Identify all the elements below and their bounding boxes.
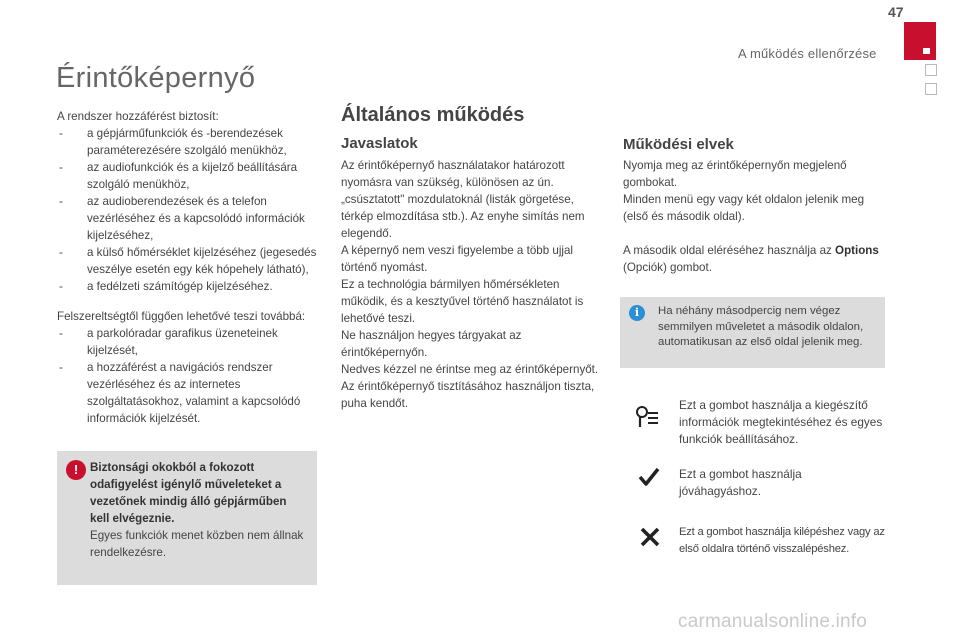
paragraph: Nedves kézzel ne érintse meg az érintőképernyőt. <box>341 363 599 376</box>
cross-icon <box>637 526 663 552</box>
warning-box <box>57 451 317 585</box>
section-title: A működés ellenőrzése <box>738 46 877 61</box>
paragraph: Az érintőképernyő tisztításához használjon tiszta, puha kendőt. <box>341 380 595 410</box>
watermark: carmanualsonline.info <box>678 611 868 632</box>
warning-text: Egyes funkciók menet közben nem állnak rendelkezésre. <box>90 529 304 559</box>
middle-text <box>341 157 606 412</box>
info-box <box>620 297 885 368</box>
subheading-mukodesi-elvek: Működési elvek <box>623 136 734 153</box>
paragraph-options: A második oldal eléréséhez használja az Options (Opciók) gombot. <box>623 244 879 274</box>
options-icon <box>634 405 660 431</box>
list-item: - a parkolóradar garafikus üzeneteinek kijelzését, <box>57 325 319 359</box>
subheading-javaslatok: Javaslatok <box>341 135 418 152</box>
access-list <box>57 125 319 295</box>
nav-square-2[interactable] <box>925 83 937 95</box>
confirm-button-text: Ezt a gombot használja jóváhagyáshoz. <box>679 467 802 498</box>
options-label: Options <box>835 244 879 257</box>
page-number: 47 <box>888 4 904 20</box>
list-item: - a fedélzeti számítógép kijelzéséhez. <box>57 278 319 295</box>
optional-list <box>57 325 319 427</box>
exclamation-icon: ! <box>66 460 86 480</box>
page-title: Érintőképernyő <box>56 62 256 94</box>
list-item: - a gépjárműfunkciók és -berendezések paraméterezésére szolgáló menükhöz, <box>57 125 319 159</box>
list-item: - a külső hőmérséklet kijelzéséhez (jegesedés veszélye esetén egy kék hópehely látható), <box>57 244 319 278</box>
paragraph: Az érintőképernyő használatakor határozott nyomásra van szükség, különösen az ún. „csúsztatott" mozdulatoknál (listák görgetése, térkép elmozdítása stb.). Az enyhe simítás nem elegendő. <box>341 159 585 240</box>
intro-text-2: Felszereltségtől függően lehetővé teszi továbbá: <box>57 310 306 323</box>
list-item: - az audiofunkciók és a kijelző beállítására szolgáló menükhöz, <box>57 159 319 193</box>
tab-marker <box>923 48 930 54</box>
info-icon: i <box>629 305 645 321</box>
nav-square-1[interactable] <box>925 64 937 76</box>
options-button-text: Ezt a gombot használja a kiegészítő információk megtekintéséhez és egyes funkciók beállításához. <box>679 398 883 446</box>
paragraph: A képernyő nem veszi figyelembe a több ujjal történő nyomást. <box>341 244 574 274</box>
right-text <box>623 157 888 276</box>
list-item: - a hozzáférést a navigációs rendszer vezérléséhez és az internetes szolgáltatásokhoz, valamint a kapcsolódó információk kijelzését. <box>57 359 319 427</box>
paragraph: Nyomja meg az érintőképernyőn megjelenő gombokat. <box>623 159 847 189</box>
paragraph: Minden menü egy vagy két oldalon jelenik meg (első és második oldal). <box>623 193 865 223</box>
intro-text: A rendszer hozzáférést biztosít: <box>57 110 219 123</box>
checkmark-icon <box>636 466 662 492</box>
chapter-tab[interactable] <box>904 22 936 60</box>
close-button-text: Ezt a gombot használja kilépéshez vagy az első oldalra történő visszalépéshez. <box>679 526 885 555</box>
list-item: - az audioberendezések és a telefon vezérléséhez és a kapcsolódó információk kijelzéséhez, <box>57 193 319 244</box>
paragraph: Ez a technológia bármilyen hőmérsékleten működik, és a kesztyűvel történő használatot is lehetővé teszi. <box>341 278 584 325</box>
warning-bold-text: Biztonsági okokból a fokozott odafigyelést igénylő műveleteket a vezetőnek mindig álló gépjárműben kell elvégeznie. <box>90 461 287 525</box>
info-text: Ha néhány másodpercig nem végez semmilyen műveletet a második oldalon, automatikusan az első oldal jelenik meg. <box>658 305 864 348</box>
left-column <box>57 108 319 427</box>
paragraph: Ne használjon hegyes tárgyakat az érintőképernyőn. <box>341 329 522 359</box>
section-heading: Általános működés <box>341 104 525 126</box>
